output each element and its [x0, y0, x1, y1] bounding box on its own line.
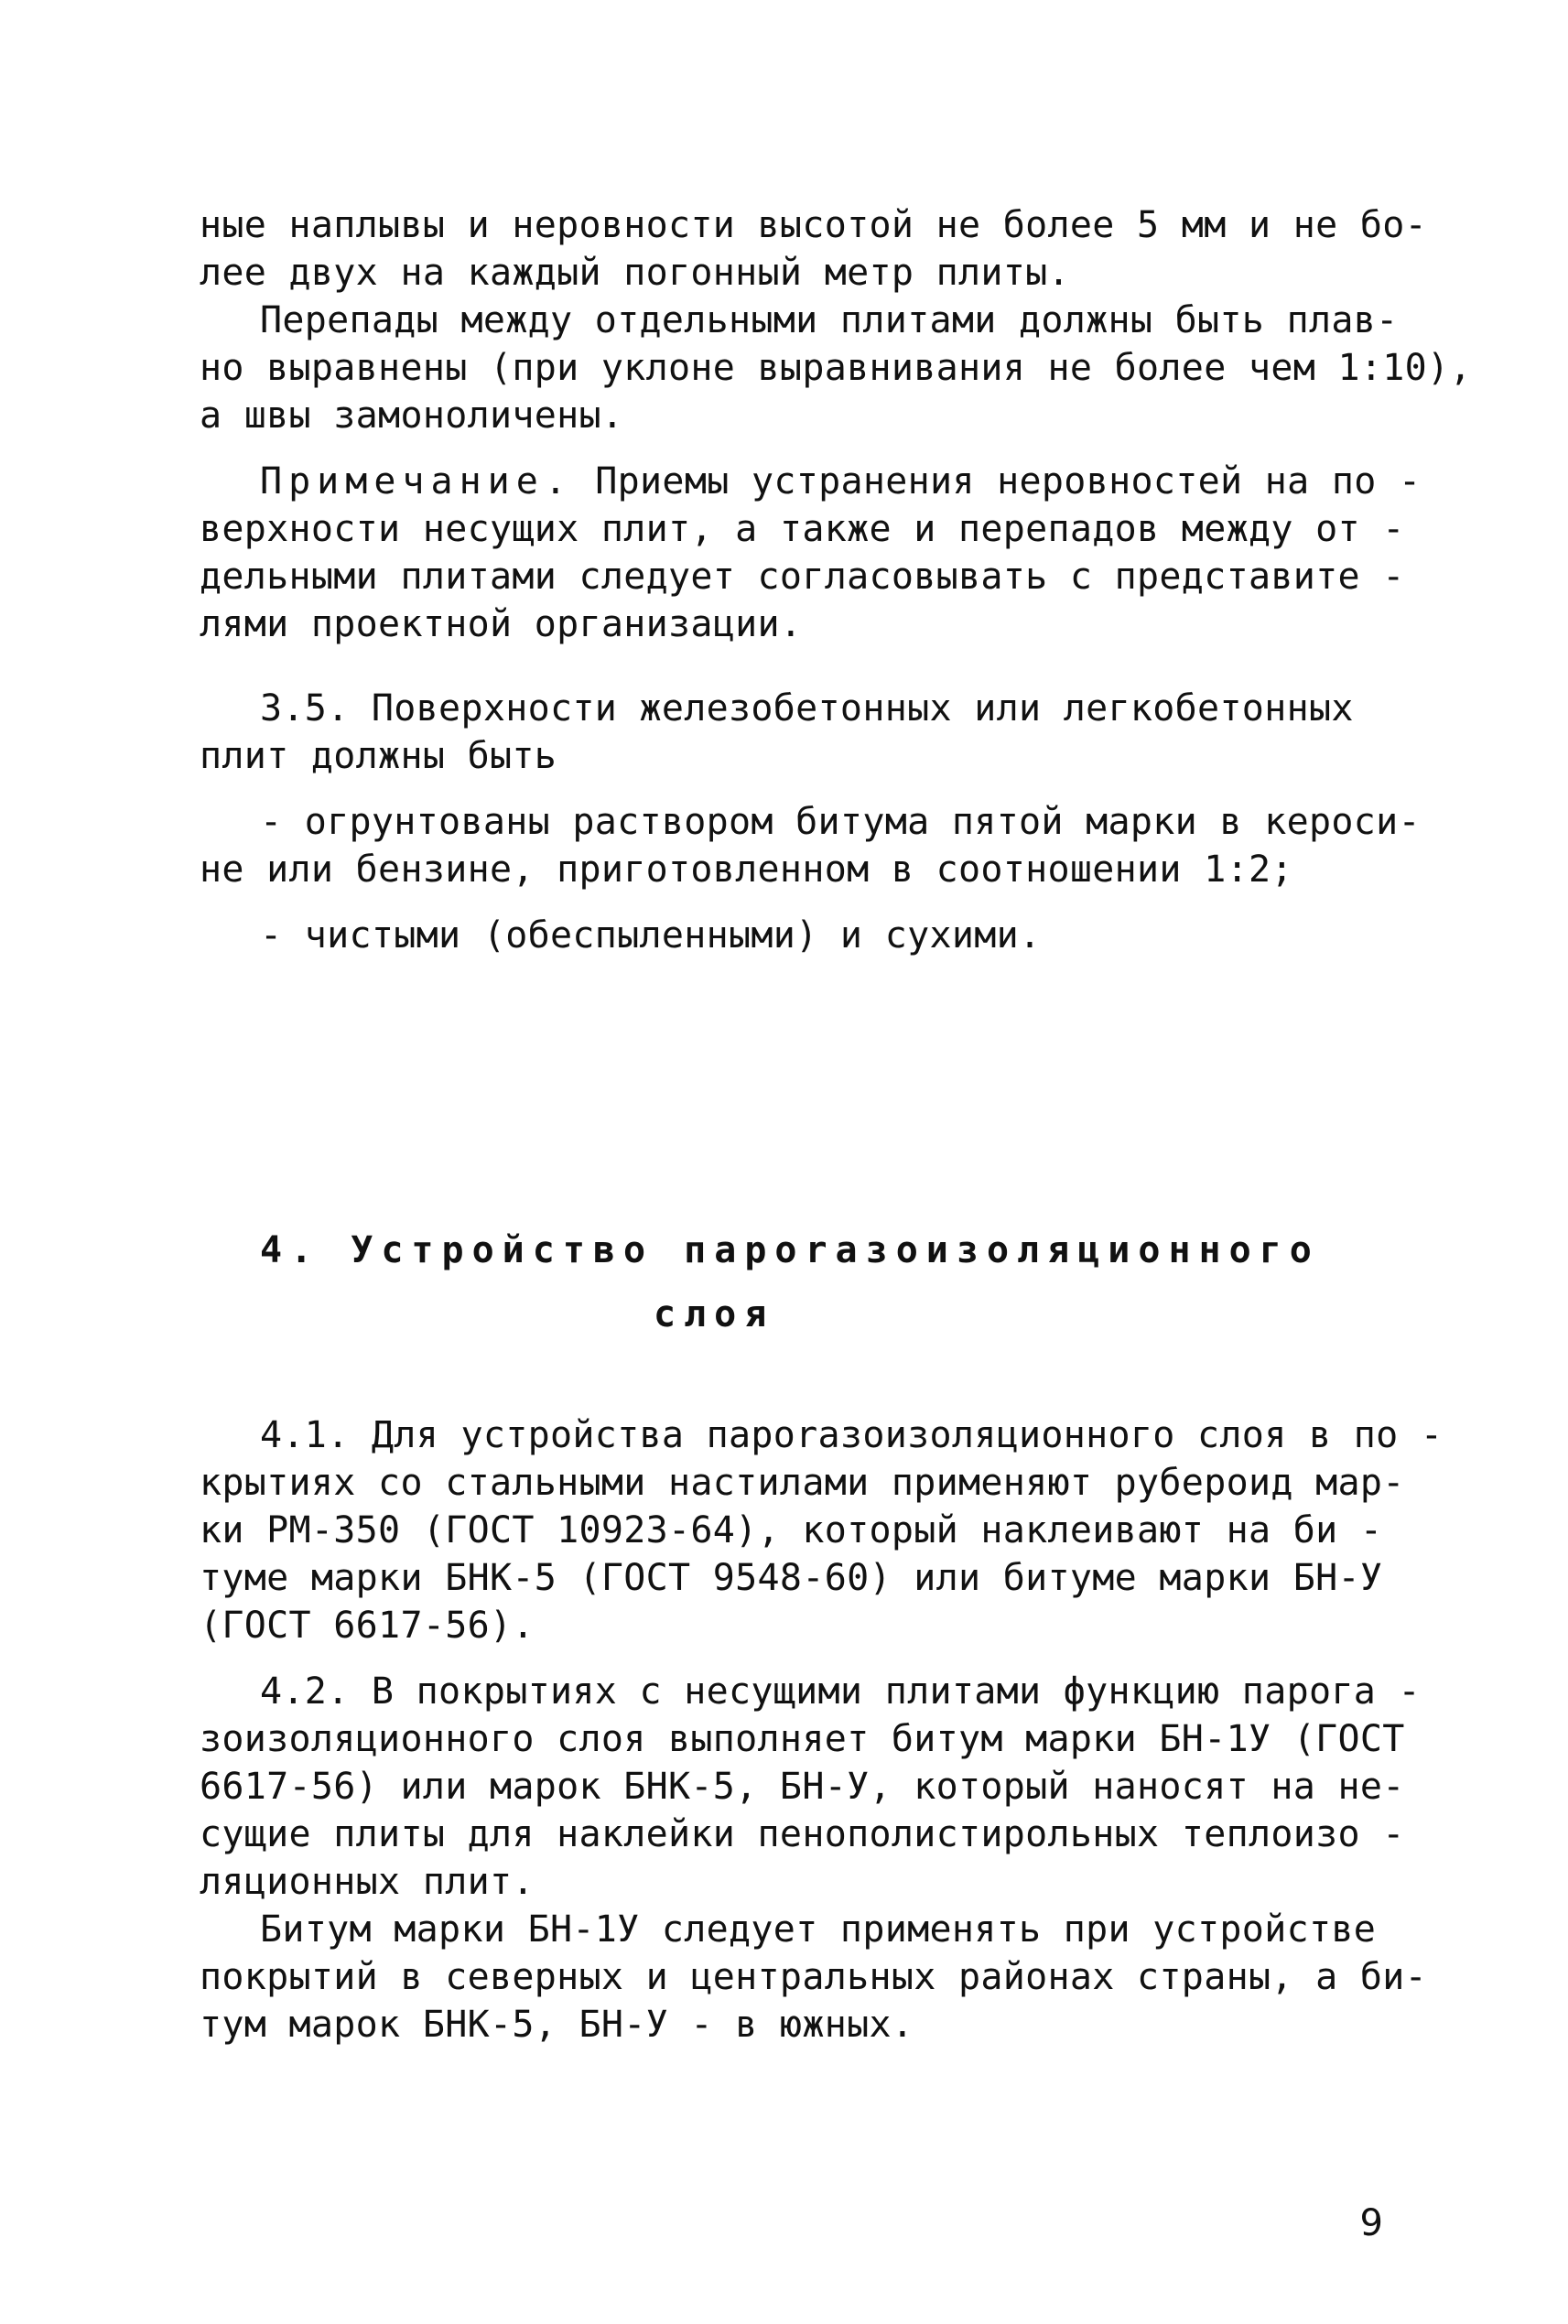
paragraph-line: ные наплывы и неровности высотой не более 5 мм и не бо- [200, 204, 1428, 246]
list-item: не или бензине, приготовленном в соотношении 1:2; [200, 849, 1293, 891]
paragraph-line: ки РМ-350 (ГОСТ 10923-64), который наклеивают на би - [200, 1509, 1383, 1551]
page-number: 9 [1359, 2202, 1383, 2244]
note-text: Приемы устранения неровностей на по - [572, 460, 1422, 503]
paragraph-line: зоизоляционного слоя выполняет битум марки БН-1У (ГОСТ [200, 1718, 1405, 1760]
paragraph-line: Перепады между отдельными плитами должны быть плав- [260, 299, 1399, 341]
paragraph-line: крытиях со стальными настилами применяют рубероид мар- [200, 1462, 1405, 1504]
note-line [260, 459, 1421, 504]
list-item: - чистыми (обеспыленными) и сухими. [260, 914, 1042, 957]
section-3-5-line: 3.5. Поверхности железобетонных или легкобетонных [260, 687, 1354, 730]
paragraph-line: покрытий в северных и центральных районах страны, а би- [200, 1956, 1428, 1998]
note-line: верхности несущих плит, а также и перепадов между от - [200, 508, 1405, 550]
paragraph-line: лее двух на каждый погонный метр плиты. [200, 252, 1070, 294]
paragraph-line: ляционных плит. [200, 1861, 535, 1903]
section-heading: 4. Устройство пароrазоизоляционного [260, 1229, 1320, 1271]
paragraph-line: 4.2. В покрытиях с несущими плитами функцию парога - [260, 1670, 1421, 1713]
note-line: дельными плитами следует согласовывать с представите - [200, 556, 1405, 598]
paragraph-line: а швы замоноличены. [200, 395, 624, 437]
note-label: Примечание. [260, 460, 573, 503]
paragraph-line: но выравнены (при уклоне выравнивания не более чем 1:10), [200, 347, 1472, 389]
section-heading: слоя [654, 1293, 775, 1335]
paragraph-line: туме марки БНК-5 (ГОСТ 9548-60) или битуме марки БН-У [200, 1557, 1383, 1599]
paragraph-line: сущие плиты для наклейки пенополистирольных теплоизо - [200, 1813, 1405, 1855]
paragraph-line: 6617-56) или марок БНК-5, БН-У, который наносят на не- [200, 1766, 1405, 1808]
list-item: - огрунтованы раствором битума пятой марки в кероси- [260, 801, 1421, 843]
paragraph-line: (ГОСТ 6617-56). [200, 1605, 535, 1647]
section-3-5-line: плит должны быть [200, 735, 557, 777]
paragraph-line: Битум марки БН-1У следует применять при устройстве [260, 1908, 1377, 1951]
paragraph-line: тум марок БНК-5, БН-У - в южных. [200, 2004, 914, 2046]
paragraph-line: 4.1. Для устройства пароrазоизоляционного слоя в по - [260, 1414, 1444, 1456]
note-line: лями проектной организации. [200, 603, 803, 645]
